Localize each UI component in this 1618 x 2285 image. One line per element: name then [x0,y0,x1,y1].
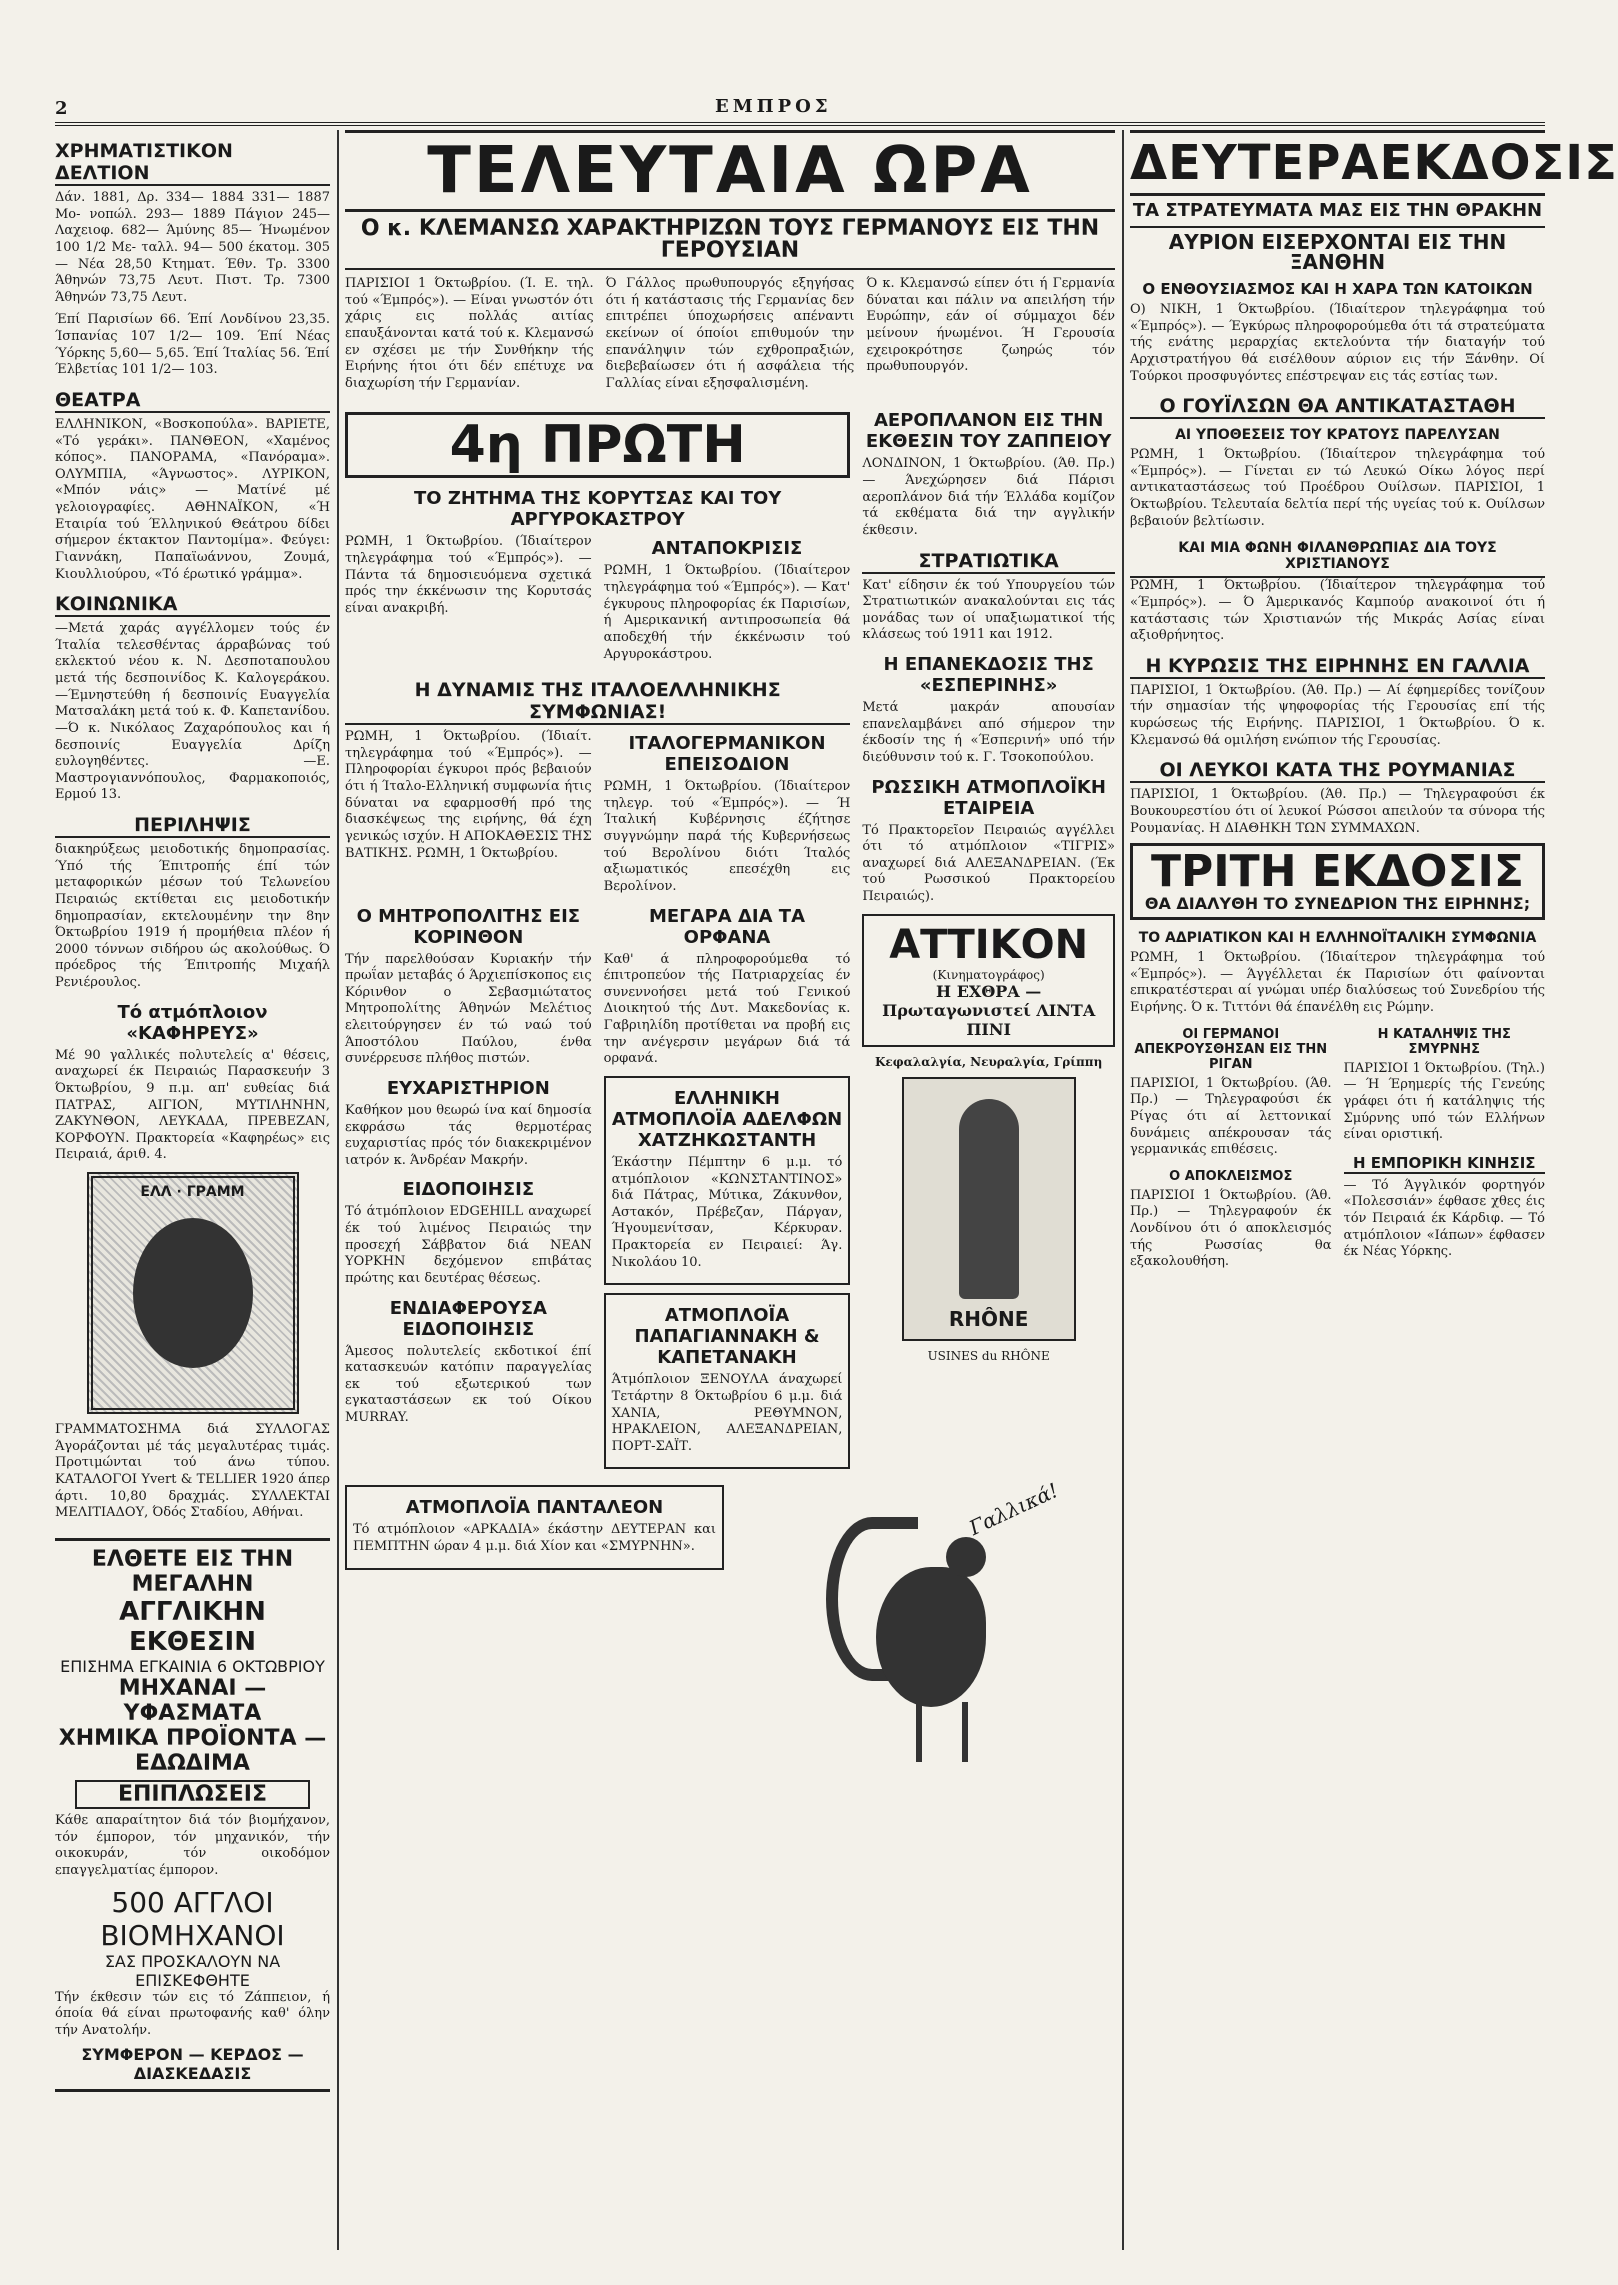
lead-text-b: Ό Γάλλος πρωθυπουργός εξηγήσας ότι ή κατάστασις τής Γερμανίας δεν επιτρέπει ύποχωρήσεις απέναντι εκείνων οί όποίοι επιθυμούν την επανάληψιν τών εχθροπραξιών, διεβεβαίωσεν ότι ή ασφάλεια τής Γαλλίας είναι εξησφαλισμένη. [605,276,855,391]
headache-line: Κεφαλαλγία, Νευραλγία, Γρίππη [874,1054,1103,1069]
smyrni-text: ΠΑΡΙΣΙΟΙ 1 Όκτωβρίου. (Τηλ.) — Ή Έρημερίς τής Γενεύης γράφει ότι ή κατάληψις τής Σμύρνης υπό τών Ελλήνων είναι οριστική. [1343,1060,1545,1143]
exhibition-line-3: ΕΠΙΣΗΜΑ ΕΓΚΑΙΝΙΑ 6 ΟΚΤΩΒΡΙΟΥ [60,1657,325,1676]
thraki-sub2: ΑΥΡΙΟΝ ΕΙΣΕΡΧΟΝΤΑΙ ΕΙΣ ΤΗΝ ΞΑΝΘΗΝ [1168,230,1507,274]
rhone-brand: RHÔNE [948,1306,1029,1331]
steam1-title: ΕΛΛΗΝΙΚΗ ΑΤΜΟΠΛΟΪΑ ΑΔΕΛΦΩΝ ΧΑΤΖΗΚΩΣΤΑΝΤΗ [611,1087,843,1151]
emporiki-title: Η ΕΜΠΟΡΙΚΗ ΚΙΝΗΣΙΣ [1344,1154,1546,1174]
dynamis-title: Η ΔΥΝΑΜΙΣ ΤΗΣ ΙΤΑΛΟΕΛΛΗΝΙΚΗΣ ΣΥΜΦΩΝΙΑΣ! [345,679,850,725]
koritsa-title: ΤΟ ΖΗΤΗΜΑ ΤΗΣ ΚΟΡΥΤΣΑΣ ΚΑΙ ΤΟΥ ΑΡΓΥΡΟΚΑΣΤΡΟΥ [414,488,782,531]
russ-title: ΡΩΣΣΙΚΗ ΑΤΜΟΠΛΟΪΚΗ ΕΤΑΙΡΕΙΑ [871,776,1106,819]
triti-title: ΤΡΙΤΗ ΕΚΔΟΣΙΣ [1151,846,1524,898]
smyrni-title: Η ΚΑΤΑΛΗΨΙΣ ΤΗΣ ΣΜΥΡΝΗΣ [1377,1026,1511,1057]
emporiki-text: — Τό Άγγλικόν φορτηγόν «Πολεσσιάν» έφθασε χθες έις τόν Πειραιά έκ Κάρδιφ. — Τό ατμόπλοιον «Ιάπων» έφθασεν έκ Νέας Υόρκης. [1343,1177,1545,1260]
exhibition-line-5: ΧΗΜΙΚΑ ΠΡΟΪΟΝΤΑ — ΕΔΩΔΙΜΑ [58,1726,327,1776]
attikon-subtitle: (Κινηματογράφος) [932,967,1045,982]
italo-text: ΡΩΜΗ, 1 Όκτωβρίου. (Ίδιαίτερον τηλεγρ. τού «Έμπρός»). — Ή Ίταλική Κυβέρνησις έζήτησε συγγνώμην παρά τής Κυβερνήσεως τού Βερολίνου διότι Ίταλός αξιωματικός επεσέχθη εις Βερολίνον. [603,779,851,894]
aero-title: ΑΕΡΟΠΛΑΝΟΝ ΕΙΣ ΤΗΝ ΕΚΘΕΣΙΝ ΤΟΥ ΖΑΠΠΕΙΟΥ [865,410,1112,453]
exhibition-ad [55,1530,330,2250]
wilson-sub: ΑΙ ΥΠΟΘΕΣΕΙΣ ΤΟΥ ΚΡΑΤΟΥΣ ΠΑΡΕΛΥΣΑΝ [1175,427,1500,444]
lead-article [345,276,1115,398]
metro-text: Τήν παρελθούσαν Κυριακήν τήν πρωΐαν μεταβάς ό Άρχιεπίσκοπος εις Κόρινθον ο Σεβασμιώτατος Μητροπολίτης Άθηνών Μελέτιος ελειτούργησεν έν τώ ναώ τού Άποστόλου Παύλου, ένθα συνέρρευσε πλήθος πιστών. [345,951,592,1067]
column-rule [337,130,339,2250]
newspaper-page [55,60,1618,2260]
roumania-text: ΠΑΡΙΣΙΟΙ, 1 Όκτωβρίου. (Άθ. Πρ.) — Τηλεγραφούσι έκ Βουκουρεστίου ότι οί λευκοί Ρώσσοι απειλούν τα σύνορα τής Ρουμανίας. Η ΔΙΑΘΗΚΗ ΤΩΝ ΣΥΜΜΑΧΩΝ. [1130,787,1545,836]
rhone-ad-illustration [902,1077,1076,1341]
attikon-title: ΑΤΤΙΚΟΝ [889,921,1089,968]
steam1-text: Έκάστην Πέμπτην 6 μ.μ. τό ατμόπλοιον «ΚΩΝΣΤΑΝΤΙΝΟΣ» διά Πάτρας, Μύτικα, Ζάκυνθον, Αστακόν, Πρέβεζαν, Πάργαν, Ήγουμενίτσαν, Κέρκυραν. Πρακτορεία εν Πειραιεί: Άγ. Νικολάου 10. [611,1154,843,1270]
thraki-sub3: Ο ΕΝΘΟΥΣΙΑΣΜΟΣ ΚΑΙ Η ΧΑΡΑ ΤΩΝ ΚΑΤΟΙΚΩΝ [1142,280,1533,298]
periliypsis-text: διακηρύξεως μειοδοτικής δημοπρασίας. Ύπό τής Έπιτροπής έπί τών μεταφορικών μέσων τού Τελωνείου Πειραιώς εκτίθεται εις μειοδοτικήν δημοπρασίαν, εκτελουμένην την 8ην Όκτωβρίου 1919 ή προμήθεια πλέον ή 2000 τόννων σιδήρου ώς ακολούθως. Ό πρόεδρος τής Έπιτροπής Μιχαήλ Ρενιέρουλος. [55,842,330,990]
kyrosis-text: ΠΑΡΙΣΙΟΙ, 1 Όκτωβρίου. (Άθ. Πρ.) — Αί έφημερίδες τονίζουν τήν σημασίαν τής ψηφοφορίας τής Γερουσίας επί τής κυρώσεως τής Ειρήνης. ΠΑΡΙΣΙΟΙ, 1 Όκτωβρίου. Ό κ. Κλεμανσώ θά ομιλήση ενώπιον τής Γερουσίας. [1130,682,1545,748]
eidop-text: Τό άτμόπλοιον EDGEHILL αναχωρεί έκ τού λιμένος Πειραιώς την προσεχή Σάββατον διά ΝΕΑΝ ΥΟΡΚΗΝ δεχόμενον επιβάτας πρώτης και δευτέρας θέσεως. [345,1204,592,1286]
christian-title: ΚΑΙ ΜΙΑ ΦΩΝΗ ΦΙΛΑΝΘΡΩΠΙΑΣ ΔΙΑ ΤΟΥΣ ΧΡΙΣΤΙΑΝΟΥΣ [1130,536,1545,578]
exhibition-line-10: Τήν έκθεσιν τών εις τό Ζάππειον, ή όποία θά είναι πρωτοφανής καθ' όλην τήν Ανατολήν. [55,1989,330,2038]
ship-text: Μέ 90 γαλλικές πολυτελείς α' θέσεις, αναχωρεί έκ Πειραιώς Παρασκευήν 3 Όκτωβρίου, 9 π.μ. απ' ευθείας διά ΠΑΤΡΑΣ, ΑΙΓΙΟΝ, ΜΥΤΙΛΗΝΗΝ, ΖΑΚΥΝΘΟΝ, ΛΕΥΚΑΔΑ, ΠΡΕΒΕΖΑΝ, ΚΟΡΦΟΥΝ. Πρακτορεία «Καφηρέως» εις Πειραιά, άριθ. 4. [55,1047,330,1163]
steam2-title: ΑΤΜΟΠΛΟΪΑ ΠΑΠΑΓΙΑΝΝΑΚΗ & ΚΑΠΕΤΑΝΑΚΗ [634,1305,820,1369]
rooster-body-icon [876,1567,986,1707]
top-rule [55,60,1545,126]
apokleismos-text: ΠΑΡΙΣΙΟΙ 1 Όκτωβρίου. (Άθ. Πρ.) — Τηλεγραφούν έκ Λονδίνου ότι ό αποκλεισμός τής Ρωσσίας θα εξακολουθήση. [1130,1187,1332,1270]
column-rule [1122,130,1124,2250]
stats-text-2: Έπί Παρισίων 66. Έπί Λονδίνου 23,35. Ίσπανίας 107 1/2— 109. Έπί Νέας Ύόρκης 5,60— 5,65. Έπί Ίταλίας 56. Έπί Έλβετίας 101 1/2— 103. [55,312,330,378]
roumania-title: ΟΙ ΛΕΥΚΟΙ ΚΑΤΑ ΤΗΣ ΡΟΥΜΑΝΙΑΣ [1130,759,1545,783]
endiaf-title: ΕΝΔΙΑΦΕΡΟΥΣΑ ΕΙΔΟΠΟΙΗΣΙΣ [389,1297,547,1340]
endiaf-text: Άμεσος πολυτελείς εκδοτικοί έπί κατασκευών κατόπιν παραγγελίας εκ τού εξωτερικού των εγκαταστάσεων εκ τού Οίκου MURRAY. [345,1343,592,1425]
antapok-text: ΡΩΜΗ, 1 Όκτωβρίου. (Ίδιαίτερον τηλεγράφημα τού «Έμπρός»). — Κατ' έγκυρους πληροφορίας έκ Παρισίων, ή Αμερικανική αντιπροσωπεία θά αποδεχθή τήν έκκένωσιν τού Αργυροκάστρου. [603,563,851,662]
exhibition-line-8: 500 ΑΓΓΛΟΙ ΒΙΟΜΗΧΑΝΟΙ [100,1885,285,1952]
banner-subtitle: Ο κ. ΚΛΕΜΑΝΣΩ ΧΑΡΑΚΤΗΡΙΖΩΝ ΤΟΥΣ ΓΕΡΜΑΝΟΥΣ ΕΙΣ ΤΗΝ ΓΕΡΟΥΣΙΑΝ [345,212,1115,270]
wilson-text: ΡΩΜΗ, 1 Όκτωβρίου. (Ίδιαίτερον τηλεγράφημα τού «Έμπρός»). — Γίνεται εν τώ Λευκώ Οίκω λόγος περί αντικαταστάσεως τού Προέδρου Ουίλσων. ΠΑΡΙΣΙΟΙ, 1 Όκτωβρίου. Τελευταία δελτία περί τής υγείας τού κ. Ουίλσων βεβαιούν βελτίωσιν. [1130,447,1545,529]
exhibition-ad-box [55,1538,330,2092]
adriatic-title: ΤΟ ΑΔΡΙΑΤΙΚΟΝ ΚΑΙ Η ΕΛΛΗΝΟΪΤΑΛΙΚΗ ΣΥΜΦΩΝΙΑ [1138,930,1537,947]
eucharist-title: ΕΥΧΑΡΙΣΤΗΡΙΟΝ [386,1077,550,1099]
thraki-text: Ο) ΝΙΚΗ, 1 Όκτωβρίου. (Ίδιαίτερον τηλεγράφημα τού «Έμπρός»). — Έγκύρως πληροφορούμεθα ότι τά στρατεύματα τής ενάτης μεραρχίας εκτελούντα τήν διαταγήν τού Αρχιστρατήγου θά εισέλθουν αύριον εις τήν Ξάνθην. Οί Τούρκοι προσφυγόντες επέστρεψαν εις τάς εστίας των. [1130,302,1545,384]
rooster-head-icon [946,1537,986,1577]
rooster-legs-icon [916,1702,968,1762]
eidop-title: ΕΙΔΟΠΟΙΗΣΙΣ [402,1179,535,1201]
strat-text: Κατ' είδησιν έκ τού Υπουργείου τών Στρατιωτικών ανακαλούνται εις τάς μονάδας των οί υπαξιωματικοί τής κλάσεως τού 1911 και 1912. [862,577,1115,643]
exhibition-line-4: ΜΗΧΑΝΑΙ — ΥΦΑΣΜΑΤΑ [118,1676,267,1726]
center-column [345,130,1115,2250]
lead-text-c: Ό κ. Κλεμανσώ είπεν ότι ή Γερμανία δύναται και πάλιν να απειλήση τήν Ευρώπην, εάν οί σύμμαχοι δέν μείνουν ήνωμένοι. Ή Γερουσία εχειροκρότησε ζωηρώς τόν πρωθυπουργόν. [866,276,1116,375]
stats-title: ΧΡΗΜΑΤΙΣΤΙΚΟΝ ΔΕΛΤΙΟΝ [55,140,330,186]
lead-text-a: ΠΑΡΙΣΙΟΙ 1 Όκτωβρίου. (Ί. Ε. τηλ. τού «Έμπρός»). — Είναι γνωστόν ότι χάρις εις πολλάς αιτίας επαυξάνονται κατά τού κ. Κλεμανσώ εν σχέσει με τήν Συνθήκην τής Ειρήνης ήτοι ότι δέν επέτυχε να διαχωρίση τήν Γερμανίαν. [345,276,594,391]
exhibition-line-11: ΣΥΜΦΕΡΟΝ — ΚΕΡΔΟΣ — ΔΙΑΣΚΕΔΑΣΙΣ [81,2045,304,2084]
metro-title: Ο ΜΗΤΡΟΠΟΛΙΤΗΣ ΕΙΣ ΚΟΡΙΝΘΟΝ [356,905,581,948]
christian-text: ΡΩΜΗ, 1 Όκτωβρίου. (Ίδιαίτερον τηλεγράφημα τού «Έμπρός»). — Ό Άμερικανός Καμπούρ ανακοινοί ότι ή κατάστασις τών Χριστιανών τής Μικράς Ασίας είναι αξιοθρήνητος. [1130,578,1545,644]
stamp-illustration [87,1172,299,1414]
ship-title: Τό ατμόπλοιον «ΚΑΦΗΡΕΥΣ» [117,1001,268,1044]
steam2-text: Άτμόπλοιον ΞΕΝΟΥΛΑ άναχωρεί Τετάρτην 8 Όκτωβρίου 6 μ.μ. διά ΧΑΝΙΑ, ΡΕΘΥΜΝΟΝ, ΗΡΑΚΛΕΙΟΝ, ΑΛΕΞΑΝΔΡΕΙΑΝ, ΠΟΡΤ-ΣΑΪΤ. [611,1372,843,1454]
megara-text: Καθ' ά πληροφορούμεθα τό έπιτροπεύον τής Πατριαρχείας έν συνεννοήσει μετά τού Γενικού Διοικητού τής Δυτ. Μακεδονίας κ. Γαβριηλίδη προτίθεται να προβή εις την ανέγερσιν μεγάρων διά τά ορφανά. [603,951,851,1067]
dynamis-text: ΡΩΜΗ, 1 Όκτωβρίου. (Ίδιαίτ. τηλεγράφημα τού «Έμπρός»). — Πληροφορίαι έγκυροι πρός βεβαιούν ότι ή Ίταλο-Ελληνική συμφωνία ήτις δύναται να εφαρμοσθή πρό της διασκέψεως της ειρήνης, θά έχη γενικώς ισχύν. Η ΑΠΟΚΑΘΕΣΙΣ ΤΗΣ ΒΑΤΙΚΗΣ. ΡΩΜΗ, 1 Όκτωβρίου. [345,729,592,861]
apokleismos-title: Ο ΑΠΟΚΛΕΙΣΜΟΣ [1169,1168,1293,1184]
right-column [1130,130,1618,2250]
rooster-word: Γαλλικά! [964,1478,1062,1541]
russ-text: Τό Πρακτορεῖον Πειραιώς αγγέλλει ότι τό ατμόπλοιον «ΤΙΓΡΙΣ» αναχωρεί διά ΑΛΕΞΑΝΔΡΕΙΑΝ. (Έκ τού Ρωσσικού Πρακτορείου Πειραιώς). [862,822,1115,904]
steam3-title: ΑΤΜΟΠΛΟΪΑ ΠΑΝΤΑΛΕΟΝ [405,1497,664,1519]
thraki-sub1: ΤΑ ΣΤΡΑΤΕΥΜΑΤΑ ΜΑΣ ΕΙΣ ΤΗΝ ΘΡΑΚΗΝ [1130,196,1545,228]
stamp-label: ΕΛΛ · ΓΡΑΜΜ [140,1184,245,1200]
riga-text: ΠΑΡΙΣΙΟΙ, 1 Όκτωβρίου. (Άθ. Πρ.) — Τηλεγραφούσι έκ Ρίγας ότι αί λεττονικαί δυνάμεις απέκρουσαν τάς γερμανικάς επιθέσεις. [1130,1075,1332,1158]
exhibition-line-9: ΣΑΣ ΠΡΟΣΚΑΛΟΥΝ ΝΑ ΕΠΙΣΚΕΦΘΗΤΕ [104,1951,281,1990]
page-number: 2 [55,98,68,119]
triti-ekdosis-box [1130,843,1545,920]
riga-title: ΟΙ ΓΕΡΜΑΝΟΙ ΑΠΕΚΡΟΥΣΘΗΣΑΝ ΕΙΣ ΤΗΝ ΡΙΓΑΝ [1134,1026,1328,1072]
banner-teleftaia-ora: ΤΕΛΕΥΤΑΙΑ ΩΡΑ [345,130,1115,212]
koritsa-text: ΡΩΜΗ, 1 Όκτωβρίου. (Ίδιαίτερον τηλεγράφημα τού «Έμπρός»). — Πάντα τά δημοσιευόμενα σχετικά πρός την έκκένωσιν της Κορυτσάς είναι ανακριβή. [345,534,592,616]
wilson-title: Ο ΓΟΥΪΛΣΩΝ ΘΑ ΑΝΤΙΚΑΤΑΣΤΑΘΗ [1130,395,1545,419]
social-text: —Μετά χαράς αγγέλλομεν τούς έν Ίταλία τελεσθέντας άρραβώνας τού εκλεκτού νέου κ. Ν. Δεσποταπουλου μετά τής δεσποινίδος Κ. Καλογεράκου. —Έμνηστεύθη ή δεσποινίς Ευαγγελία Ματσαλάκη μετά τού κ. Φ. Καπετανίδου. —Ό κ. Νικόλαος Ζαχαρόπουλος και ή δεσποινίς Ευαγγελία Δρίζη ευλογηθέντες. —Ε. Μαστρογιαννόπουλος, Φαρμακοποιός, Ερμού 13. [55,621,330,803]
hespe-title: Η ΕΠΑΝΕΚΔΟΣΙΣ ΤΗΣ «ΕΣΠΕΡΙΝΗΣ» [883,654,1094,696]
antapok-title: ΑΝΤΑΠΟΚΡΙΣΙΣ [651,538,803,560]
italo-title: ΙΤΑΛΟΓΕΡΜΑΝΙΚΟΝ ΕΠΕΙΣΟΔΙΟΝ [628,733,826,776]
megara-title: ΜΕΓΑΡΑ ΔΙΑ ΤΑ ΟΡΦΑΝΑ [648,905,806,948]
rooster-illustration [816,1478,1062,1787]
prote-box [345,412,850,478]
woman-figure-icon [959,1099,1019,1299]
theatre-text: ΕΛΛΗΝΙΚΟΝ, «Βοσκοπούλα». ΒΑΡΙΕΤΕ, «Τό γεράκι». ΠΑΝΘΕΟΝ, «Χαμένος κόπος». ΠΑΝΟΡΑΜΑ, «Πανόραμα». ΟΛΥΜΠΙΑ, «Άγνωστος». ΛΥΡΙΚΟΝ, «Μπόν νάις» — Ματίνέ μέ γελοιογραφίες. ΑΘΗΝΑΪΚΟΝ, «Ή Εταιρία τού Έλληνικού Θεάτρου δίδει σήμερον έκτακτον Παντομίμα». Φεύγει: Γιαννάκη, Παπαϊωάννου, Ζουμά, Κιουλλιούρου, «Τό έρωτικό γράμμα». [55,416,330,582]
bottom-row [345,1477,1115,1797]
exhibition-line-2: ΑΓΓΛΙΚΗΝ ΕΚΘΕΣΙΝ [119,1597,266,1657]
exhibition-line-7: Κάθε απαραίτητον διά τόν βιομήχανον, τόν έμπορον, τόν μηχανικόν, τήν οικοκυράν, τόν οικοδόμον επαγγελματίας έμπορον. [55,1813,330,1878]
eucharist-text: Καθήκον μου θεωρώ ίνα καί δημοσία εκφράσω τάς θερμοτέρας ευχαριστίας πρός τόν διακεκριμένον ιατρόν κ. Άνδρέαν Μακρήν. [345,1102,592,1168]
hespe-text: Μετά μακράν απουσίαν επανελαμβάνει από σήμερον την έκδοσίν της ή «Έσπερινή» υπό τήν διεύθυνσιν τού κ. Γ. Τσοκοπούλου. [862,700,1115,765]
banner-defteraekdosis: ΔΕΥΤΕΡΑΕΚΔΟΣΙΣ [1130,130,1545,196]
second-row [345,406,1115,1477]
kyrosis-title: Η ΚΥΡΩΣΙΣ ΤΗΣ ΕΙΡΗΝΗΣ ΕΝ ΓΑΛΛΙΑ [1130,655,1545,679]
attikon-text: Η ΕΧΘΡΑ — Πρωταγωνιστεί ΛΙΝΤΑ ΠΙΝΙ [882,981,1096,1039]
triti-sub: ΘΑ ΔΙΑΛΥΘΗ ΤΟ ΣΥΝΕΔΡΙΟΝ ΤΗΣ ΕΙΡΗΝΗΣ; [1144,894,1531,914]
philatelic-text: ΓΡΑΜΜΑΤΟΣΗΜΑ διά ΣΥΛΛΟΓΑΣ Άγοράζονται μέ τάς μεγαλυτέρας τιμάς. Προτιμώνται τού άνω τύπου. ΚΑΤΑΛΟΓΟΙ Yvert & TELLIER 1920 άπερ άρτι. 10,80 δραχμάς. ΣΥΛΛΕΚΤΑΙ ΜΕΛΙΤΙΑΔΟΥ, Όδός Σταδίου, Αθήναι. [55,1422,330,1521]
hermes-head-icon [133,1218,253,1368]
aero-text: ΛΟΝΔΙΝΟΝ, 1 Όκτωβρίου. (Άθ. Πρ.) — Άνεχώρησεν διά Πάρισι αεροπλάνον διά τήν Έλλάδα κομίζον τά εκθέματα διά την αγγλικήν έκθεσιν. [862,456,1115,538]
strat-title: ΣΤΡΑΤΙΩΤΙΚΑ [862,550,1115,574]
adriatic-text: ΡΩΜΗ, 1 Όκτωβρίου. (Ίδιαίτερον τηλεγράφημα τού «Έμπρός»). — Άγγέλλεται έκ Παρισίων ότι φαίνονται επικρατέστεραι αί γνώμαι υπέρ διαλύσεως τού Συνεδρίου τής Ειρήνης. Ό κ. Τιττόνι θά έπανέλθη εις Ρώμην. [1130,950,1545,1015]
exhibition-line-6: ΕΠΙΠΛΩΣΕΙΣ [75,1780,310,1809]
social-title: ΚΟΙΝΩΝΙΚΑ [55,593,330,617]
steam3-text: Τό ατμόπλοιον «ΑΡΚΑΔΙΑ» έκάστην ΔΕΥΤΕΡΑΝ και ΠΕΜΠΤΗΝ ώραν 4 μ.μ. διά Χίον και «ΣΜΥΡΝΗΝ». [353,1522,716,1554]
periliypsis-title: ΠΕΡΙΛΗΨΙΣ [55,814,330,838]
stats-text: Δάν. 1881, Δρ. 334— 1884 331— 1887 Μο- νοπώλ. 293— 1889 Πάγιον 245— Λαχειοφ. 682— Άμύνης 85— Ήνωμένον 100 1/2 Με- ταλλ. 94— 500 έκατομ. 305— Νέα 28,50 Κτηματ. Έθν. Τρ. 3300 Άθηνών 73,75 Λευτ. Πιστ. Τρ. 7300 Άθηνών 73,75 Λευτ. [55,190,330,305]
prote-title: 4η ΠΡΩΤΗ [449,415,746,476]
masthead: ΕΜΠΡΟΣ [715,96,832,117]
attikon-ad [862,914,1115,1047]
rhone-sub: USINES du RHÔNE [927,1348,1050,1363]
theatre-title: ΘΕΑΤΡΑ [55,389,330,413]
exhibition-line-1: ΕΛΘΕΤΕ ΕΙΣ ΤΗΝ ΜΕΓΑΛΗΝ [91,1547,294,1597]
